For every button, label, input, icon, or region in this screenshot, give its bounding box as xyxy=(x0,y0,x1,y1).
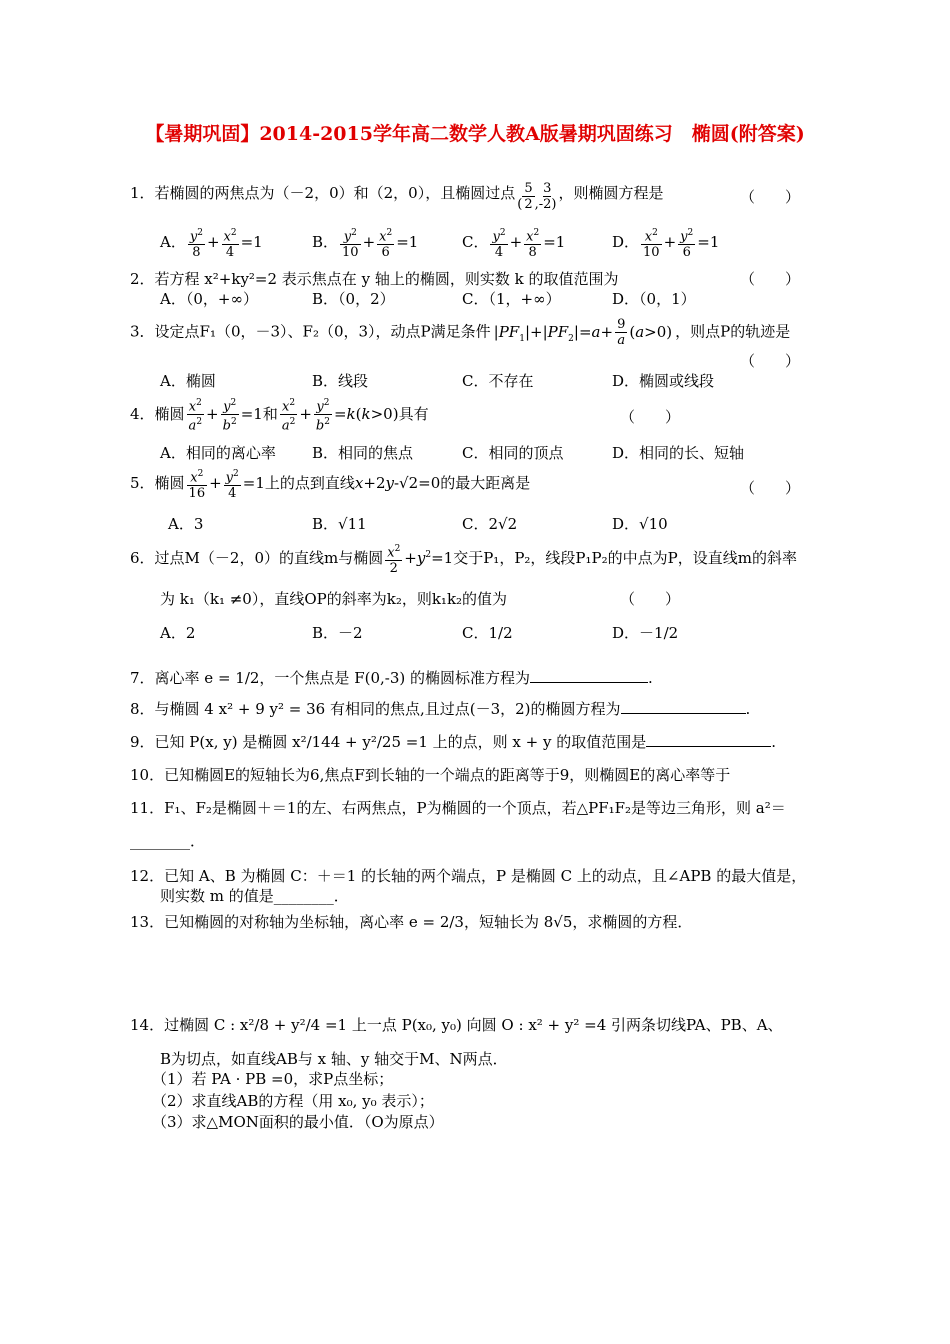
question-5-paren: （ ） xyxy=(740,479,801,497)
q4-option-a: A．相同的离心率 xyxy=(160,444,276,462)
question-10: 10．已知椭圆E的短轴长为6,焦点F到长轴的一个端点的距离等于9，则椭圆E的离心率等于 xyxy=(130,766,731,784)
question-2-paren: （ ） xyxy=(740,270,801,288)
q6-option-d: D．－1/2 xyxy=(612,624,679,642)
question-11: 11．F₁、F₂是椭圆＋＝1的左、右两焦点，P为椭圆的一个顶点，若△PF₁F₂是等边三角形，则 a²＝ xyxy=(130,799,786,817)
question-6-stem: 6．过点M（－2，0）的直线m与椭圆 $\frac{x^2}{2}$ $+y^2=1$交于P₁，P₂，线段P₁P₂的中点为P，设直线m的斜率 xyxy=(130,544,797,577)
q1-option-c: C． $\frac{y^2}{4}$ + $\frac{x^2}{8}$ =1 xyxy=(462,228,566,261)
question-2-stem: 2．若方程 x²+ky²=2 表示焦点在 y 轴上的椭圆，则实数 k 的取值范围为 xyxy=(130,270,619,288)
question-3-stem: 3．设定点F₁（0，－3）、F₂（0，3），动点P满足条件 $|PF_1|+|PF_2|=a+$ $\frac{9}{a}$ (a>0) ，则点P的轨迹是 xyxy=(130,317,791,348)
question-4-paren: （ ） xyxy=(620,408,681,426)
question-11-blank: ________． xyxy=(130,832,206,850)
question-4-stem: 4．椭圆 $\frac{x^2}{a^2}$ + $\frac{y^2}{b^2}$ =1和 $\frac{x^2}{a^2}$ + $\frac{y^2}{b^2}$ =k(k>0)具有 xyxy=(130,398,429,434)
q4-option-b: B．相同的焦点 xyxy=(312,444,414,462)
q6-option-c: C．1/2 xyxy=(462,624,513,642)
page-title: 【暑期巩固】2014-2015学年高二数学人教A版暑期巩固练习 椭圆(附答案) xyxy=(145,123,805,145)
q3-option-c: C．不存在 xyxy=(462,372,534,390)
question-14-part-3: （3）求△MON面积的最小值．（O为原点） xyxy=(152,1113,444,1131)
q3-option-a: A．椭圆 xyxy=(160,372,216,390)
question-13: 13．已知椭圆的对称轴为坐标轴，离心率 e = 2/3，短轴长为 8√5，求椭圆的方程． xyxy=(130,913,693,931)
question-7: 7．离心率 e = 1/2，一个焦点是 F(0,-3) 的椭圆标准方程为 . xyxy=(130,669,653,687)
question-14-part-1: （1）若 PA · PB =0，求P点坐标； xyxy=(152,1070,394,1088)
q1-option-d: D． $\frac{x^2}{10}$ + $\frac{y^2}{6}$ =1 xyxy=(612,228,720,261)
q5-option-c: C．2√2 xyxy=(462,515,518,533)
q5-option-d: D．√10 xyxy=(612,515,668,533)
question-14-stem: 14．过椭圆 C : x²/8 + y²/4 =1 上一点 P(x₀, y₀) 向圆 O : x² + y² =4 引两条切线PA、PB、A、 xyxy=(130,1016,783,1034)
q1-option-b: B． $\frac{y^2}{10}$ + $\frac{x^2}{6}$ =1 xyxy=(312,228,419,261)
q3-option-d: D．椭圆或线段 xyxy=(612,372,715,390)
question-5-stem: 5．椭圆 $\frac{x^2}{16}$ + $\frac{y^2}{4}$ =1上的点到直线x+2y-√2=0的最大距离是 xyxy=(130,469,531,502)
question-12: 12．已知 A、B 为椭圆 C：＋＝1 的长轴的两个端点，P 是椭圆 C 上的动点，且∠APB 的最大值是， xyxy=(130,867,807,885)
q5-option-a: A．3 xyxy=(168,515,204,533)
q6-option-a: A．2 xyxy=(160,624,196,642)
q4-option-d: D．相同的长、短轴 xyxy=(612,444,745,462)
q2-option-b: B．（0，2） xyxy=(312,290,395,308)
point-x-fraction: ( $\frac{5}{2}$ ,- $\frac{3}{2}$ ) xyxy=(517,181,557,212)
q5-option-b: B．√11 xyxy=(312,515,367,533)
question-14-line2: B为切点，如直线AB与 x 轴、y 轴交于M、N两点． xyxy=(160,1050,508,1068)
question-9: 9．已知 P(x, y) 是椭圆 x²/144 + y²/25 =1 上的点，则 x + y 的取值范围是 . xyxy=(130,733,777,751)
question-3-paren: （ ） xyxy=(740,352,801,370)
question-6-paren: （ ） xyxy=(620,590,681,608)
q3-option-b: B．线段 xyxy=(312,372,369,390)
question-1-stem: 1．若椭圆的两焦点为（－2，0）和（2，0），且椭圆过点( $\frac{5}{2}$ ,- $\frac{3}{2}$ )，则椭圆方程是 xyxy=(130,181,664,212)
q2-option-d: D．（0，1） xyxy=(612,290,696,308)
question-6-line2: 为 k₁（k₁ ≠0），直线OP的斜率为k₂，则k₁k₂的值为 xyxy=(160,590,508,608)
question-8: 8．与椭圆 4 x² + 9 y² = 36 有相同的焦点,且过点(－3，2)的椭圆方程为 . xyxy=(130,700,751,718)
q6-option-b: B．－2 xyxy=(312,624,363,642)
q1-option-a: A． $\frac{y^2}{8}$ + $\frac{x^2}{4}$ =1 xyxy=(160,228,263,261)
q2-option-a: A．（0，+∞） xyxy=(160,290,258,308)
q4-option-c: C．相同的顶点 xyxy=(462,444,564,462)
q2-option-c: C．（1，+∞） xyxy=(462,290,561,308)
question-1-paren: （ ） xyxy=(740,188,801,206)
question-12-line2: 则实数 m 的值是________． xyxy=(160,887,349,905)
question-14-part-2: （2）求直线AB的方程（用 x₀, y₀ 表示）； xyxy=(152,1092,434,1110)
